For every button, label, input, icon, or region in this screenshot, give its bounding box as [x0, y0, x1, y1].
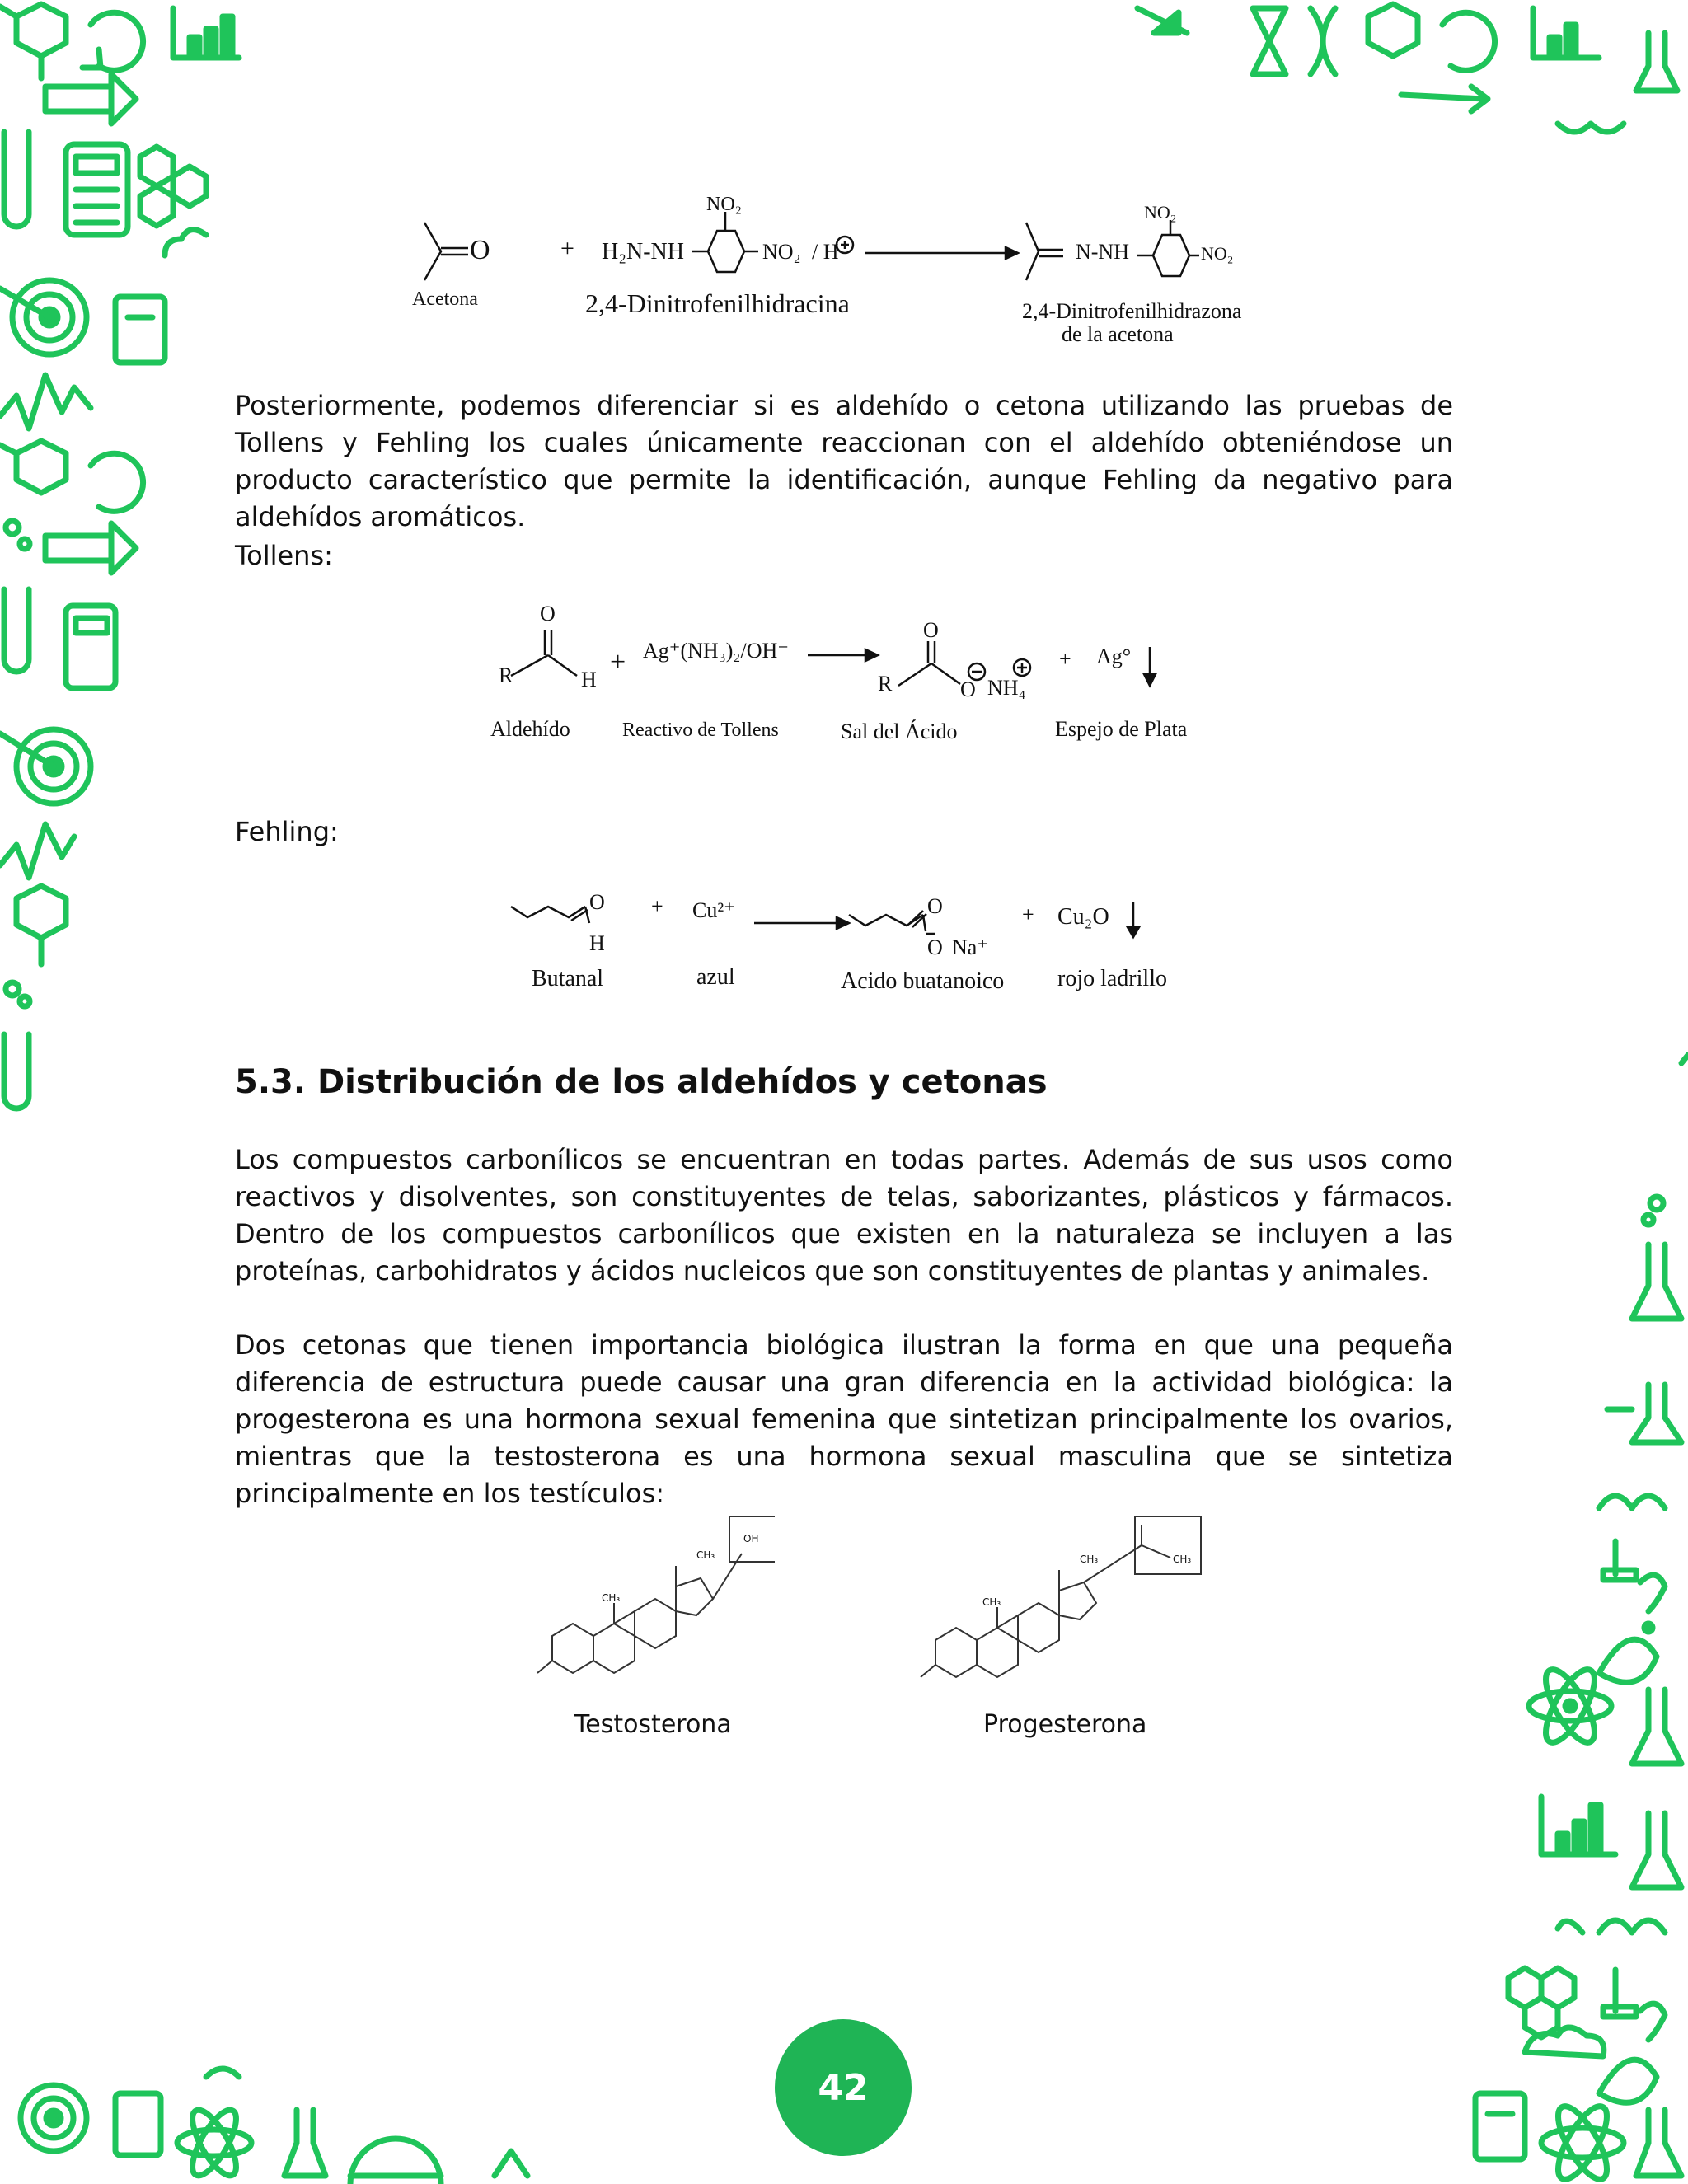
arrow-icon	[45, 74, 136, 124]
hourglass-icon	[1253, 8, 1286, 74]
fehling-reaction-scheme	[507, 886, 1207, 1010]
fehling-plus: +	[651, 894, 663, 918]
acetona-label: Acetona	[412, 288, 478, 310]
product-group: N-NH	[1076, 240, 1129, 264]
copper-oxide: Cu₂O	[1057, 904, 1109, 930]
arrow-icon	[45, 523, 136, 573]
recycle-icon	[82, 12, 143, 70]
silver-metal: Ag°	[1096, 644, 1132, 668]
no2-side: NO₂	[762, 240, 801, 264]
copper-ion: Cu²⁺	[692, 898, 735, 922]
paragraph-distribution: Los compuestos carbonílicos se encuentran en todas partes. Además de sus usos como reactivos y disolventes, son constituyentes de telas, saborizantes, plásticos y fármacos. Dentro de los compuestos carbonílicos que existen en la naturaleza se incluyen a las proteínas, carbohidratos y ácidos nucleicos que son constituyentes de plantas y animales.	[235, 1144, 1453, 1286]
butanal-label: Butanal	[532, 966, 604, 991]
fehling-plus-2: +	[1022, 902, 1034, 926]
r-group: R	[499, 663, 513, 687]
no2-top: NO₂	[706, 194, 743, 215]
dna-icon	[1311, 8, 1335, 74]
tollens-reagent-formula: Ag⁺(NH₃)₂/OH⁻	[643, 639, 789, 663]
reactivo-tollens-label: Reactivo de Tollens	[622, 719, 779, 741]
recycle-icon	[1442, 12, 1495, 70]
rojo-ladrillo-label: rojo ladrillo	[1057, 966, 1167, 991]
tollens-plus: +	[610, 647, 626, 677]
molecule-icon	[1368, 4, 1418, 56]
book-icon	[1475, 2093, 1525, 2159]
paragraph-tests-intro: Posteriormente, podemos diferenciar si es aldehído o cetona utilizando las pruebas de Tollens y Fehling los cuales únicamente reaccionan con el aldehído obteniéndose un producto característico que permite la identificación, aunque Fehling da negativo para aldehídos aromáticos.	[235, 390, 1453, 532]
flask-icon	[1632, 1385, 1681, 1442]
product-no2-side: NO₂	[1201, 243, 1234, 264]
cloud-icon	[165, 230, 206, 255]
testosterone-structure	[528, 1512, 783, 1702]
methyl-3: CH₃	[982, 1596, 1001, 1608]
wave-icon	[0, 824, 74, 878]
target-icon	[0, 280, 87, 354]
oh-group: OH	[743, 1533, 759, 1544]
molecule-icon	[16, 886, 66, 964]
product-name-line2: de la acetona	[1062, 322, 1174, 346]
microscope-icon	[1603, 1970, 1636, 2017]
chart-icon	[1541, 1797, 1615, 1854]
methyl-1: CH₃	[602, 1592, 621, 1604]
wave-icon	[0, 375, 91, 429]
calculator-icon	[66, 606, 115, 688]
acid-o-top: O	[927, 894, 943, 918]
acido-label: Acido buatanoico	[841, 968, 1005, 994]
tollens-plus-2: +	[1059, 647, 1071, 671]
chart-icon	[173, 8, 239, 58]
section-heading: 5.3. Distribución de los aldehídos y cetonas	[235, 1063, 1048, 1101]
progesterona-caption: Progesterona	[983, 1710, 1147, 1739]
acid-label: / H	[812, 240, 839, 264]
calculator-icon	[66, 144, 128, 235]
aldehyde-h: H	[581, 668, 597, 691]
dnph-reaction-scheme	[412, 194, 1278, 359]
molecule-icon	[0, 441, 66, 493]
test-tube-icon	[4, 132, 29, 227]
hydrazine-formula: H₂N-NH	[602, 239, 684, 265]
acid-o-minus: O	[927, 935, 943, 959]
fehling-heading: Fehling:	[235, 816, 339, 847]
product-no2-top: NO₂	[1144, 202, 1177, 223]
microscope-icon	[1603, 1541, 1636, 1580]
leaf-icon	[1599, 1639, 1657, 1682]
flask-icon	[1636, 33, 1677, 91]
product-name-line1: 2,4-Dinitrofenilhidrazona	[1022, 299, 1242, 323]
question-icon	[1640, 2004, 1665, 2040]
target-icon	[0, 729, 91, 804]
flask-icon	[1636, 2110, 1681, 2176]
methyl-2: CH₃	[696, 1549, 715, 1561]
chart-icon	[1533, 8, 1599, 58]
ammonium: NH₄	[987, 676, 1026, 700]
book-icon	[115, 2093, 161, 2155]
target-icon	[21, 2085, 87, 2151]
test-tube-icon	[4, 589, 29, 672]
book-icon	[115, 297, 165, 363]
atom-icon	[1541, 2100, 1624, 2184]
butanal-h: H	[589, 931, 605, 955]
tollens-heading: Tollens:	[235, 540, 333, 571]
sodium-ion: Na⁺	[952, 935, 989, 959]
methyl-5: CH₃	[1173, 1554, 1192, 1565]
hexagon-icon	[140, 147, 206, 226]
page-number-badge: 42	[775, 2019, 912, 2156]
flask-icon	[284, 2110, 326, 2176]
product-o-top: O	[923, 618, 939, 642]
testosterona-caption: Testosterona	[574, 1710, 732, 1739]
progesterone-structure	[911, 1512, 1207, 1706]
globe-icon	[350, 2139, 441, 2184]
atom-icon	[177, 2104, 251, 2182]
leaf-icon	[1599, 2060, 1657, 2102]
methyl-4: CH₃	[1080, 1554, 1099, 1565]
molecule-icon	[0, 4, 66, 78]
oxygen-atom-label: O	[470, 235, 490, 265]
product-o-minus: O	[960, 677, 976, 701]
aldehido-label: Aldehído	[490, 717, 570, 741]
product-r: R	[878, 672, 893, 696]
flask-icon	[1632, 1813, 1681, 1887]
flask-icon	[1632, 1197, 1681, 1319]
butanal-o: O	[589, 890, 605, 914]
recycle-icon	[91, 453, 143, 511]
question-icon	[1640, 1575, 1665, 1632]
azul-label: azul	[696, 964, 735, 990]
sal-acido-label: Sal del Ácido	[841, 719, 958, 743]
test-tube-icon	[4, 1034, 29, 1108]
espejo-plata-label: Espejo de Plata	[1055, 717, 1188, 741]
reagent-name: 2,4-Dinitrofenilhidracina	[585, 288, 850, 318]
flask-icon	[1632, 1690, 1681, 1764]
tollens-reaction-scheme	[486, 602, 1228, 758]
arrow-icon	[1401, 87, 1488, 111]
paragraph-hormones: Dos cetonas que tienen importancia biológica ilustran la forma en que una pequeña diferencia de estructura puede causar una gran diferencia en la actividad biológica: la progesterona es una hormona sexual femenina que sintetizan principalmente los ovarios, mientras que la testosterona es una hormona sexual masculina que se sintetiza principalmente en los testículos:	[235, 1329, 1453, 1509]
aldehyde-o: O	[540, 602, 556, 626]
chart-icon	[1137, 8, 1187, 33]
plus-sign: +	[560, 235, 574, 262]
